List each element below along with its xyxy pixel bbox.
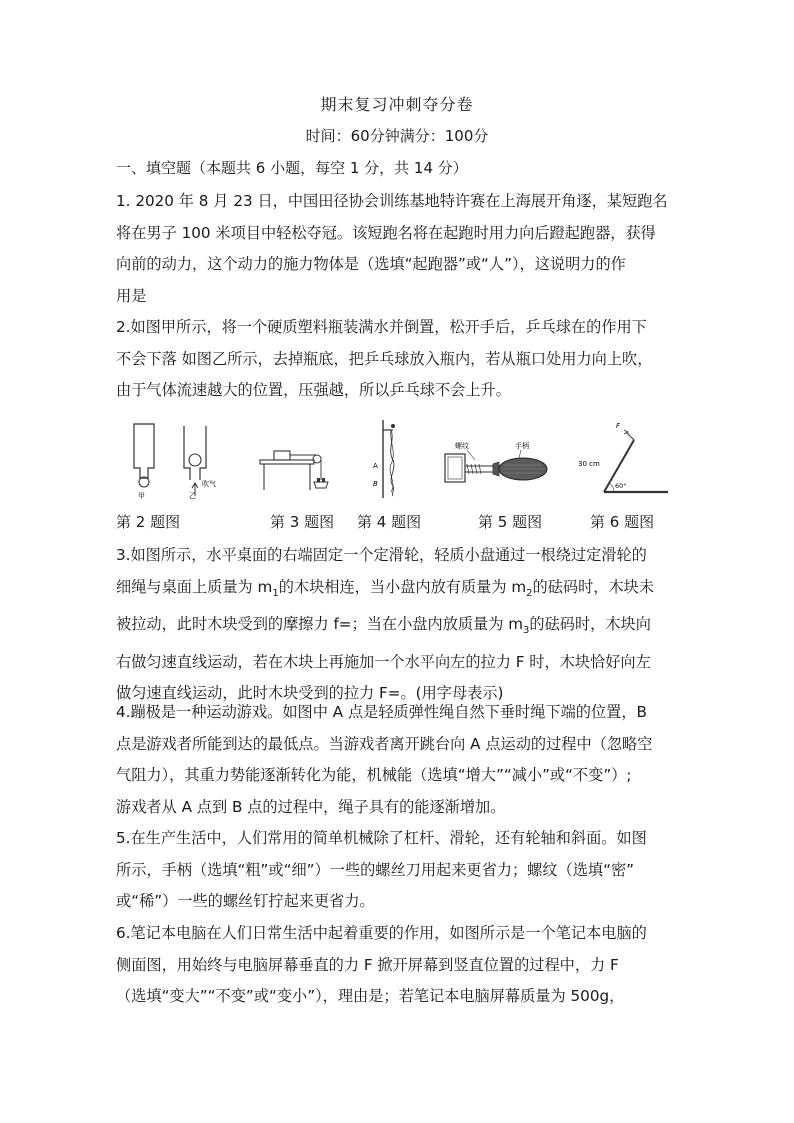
caption-fig-3: 第 3 题图: [270, 513, 335, 531]
label-a: A: [373, 462, 378, 470]
label-angle: 60°: [615, 482, 627, 490]
question-line: 所示，手柄（选填“粗”或“细”）一些的螺丝刀用起来更省力；螺纹（选填“密”: [116, 860, 635, 879]
bottle-figure: [126, 420, 236, 500]
exam-time-info: 时间：60分钟满分：100分: [305, 127, 489, 145]
caption-fig-4: 第 4 题图: [357, 513, 422, 531]
question-line: 做匀速直线运动，此时木块受到的拉力 F=。(用字母表示): [116, 684, 504, 703]
caption-fig-5: 第 5 题图: [478, 513, 543, 531]
label-f: F: [616, 422, 621, 430]
page-title: 期末复习冲刺夺分卷: [320, 95, 474, 114]
question-line: 由于气体流速越大的位置，压强越，所以乒乓球不会上升。: [116, 381, 511, 399]
laptop-figure: [578, 420, 678, 500]
question-5: [116, 823, 684, 918]
question-line: 3.如图所示，水平桌面的右端固定一个定滑轮，轻质小盘通过一根绕过定滑轮的: [116, 546, 647, 564]
question-4: [116, 697, 684, 823]
label-length: 30 cm: [578, 460, 600, 468]
question-line: 2.如图甲所示，将一个硬质塑料瓶装满水并倒置，松开手后，乒乓球在的作用下: [116, 318, 647, 336]
label-blow: 吹气: [202, 480, 216, 488]
question-line: 游戏者从 A 点到 B 点的过程中，绳子具有的能逐渐增加。: [116, 797, 506, 816]
question-line: 向前的动力，这个动力的施力物体是（选填“起跑器”或“人”），这说明力的作: [116, 255, 626, 273]
label-thread: 螺纹: [455, 442, 469, 450]
figures-row: [116, 420, 686, 500]
question-2: [116, 312, 684, 407]
question-line: 点是游戏者所能到达的最低点。当游戏者离开跳台向 A 点运动的过程中（忽略空: [116, 734, 653, 753]
question-line: 气阻力），其重力势能逐渐转化为能，机械能（选填“增大”“减小”或“不变”）;: [116, 766, 632, 784]
question-1: [116, 186, 684, 312]
question-line: 不会下落 如图乙所示，去掉瓶底，把乒乓球放入瓶内，若从瓶口处用力向上吹，: [116, 349, 653, 368]
label-jia: 甲: [138, 492, 145, 500]
bungee-figure: [371, 420, 421, 500]
question-line: 侧面图，用始终与电脑屏幕垂直的力 F 掀开屏幕到竖直位置的过程中，力 F: [116, 955, 619, 974]
question-line: （选填“变大”“不变”或“变小”），理由是；若笔记本电脑屏幕质量为 500g，: [116, 987, 625, 1005]
question-line: 细绳与桌面上质量为 $m_1$的木块相连，当小盘内放有质量为 $m_2$的砝码时，木块未: [116, 577, 654, 599]
label-b: B: [373, 480, 378, 488]
label-handle: 手柄: [515, 442, 529, 450]
question-line: 1. 2020 年 8 月 23 日，中国田径协会训练基地特许赛在上海展开角逐，某短跑名: [116, 192, 668, 210]
figure-captions: [0, 511, 794, 533]
screwdriver-figure: [441, 420, 551, 500]
question-line: 被拉动，此时木块受到的摩擦力 f=；当在小盘内放质量为 $m_3$的砝码时，木块向: [116, 615, 651, 637]
question-6: [116, 918, 684, 1013]
question-line: 或“稀”）一些的螺丝钉拧起来更省力。: [116, 892, 375, 910]
label-yi: 乙: [189, 492, 196, 500]
section-heading: 一、填空题（本题共 6 小题，每空 1 分，共 14 分）: [116, 159, 468, 177]
question-line: 5.在生产生活中，人们常用的简单机械除了杠杆、滑轮，还有轮轴和斜面。如图: [116, 829, 647, 847]
question-line: 右做匀速直线运动，若在木块上再施加一个水平向左的拉力 F 时，木块恰好向左: [116, 652, 651, 671]
pulley-table-figure: [256, 420, 336, 500]
question-3: [116, 540, 684, 710]
caption-fig-6: 第 6 题图: [590, 513, 655, 531]
caption-fig-2: 第 2 题图: [116, 513, 181, 531]
question-line: 4.蹦极是一种运动游戏。如图中 A 点是轻质弹性绳自然下垂时绳下端的位置，B: [116, 703, 647, 721]
question-line: 6.笔记本电脑在人们日常生活中起着重要的作用，如图所示是一个笔记本电脑的: [116, 924, 647, 942]
question-line: 用是: [116, 286, 147, 305]
question-line: 将在男子 100 米项目中轻松夺冠。该短跑名将在起跑时用力向后蹬起跑器，获得: [116, 223, 656, 242]
